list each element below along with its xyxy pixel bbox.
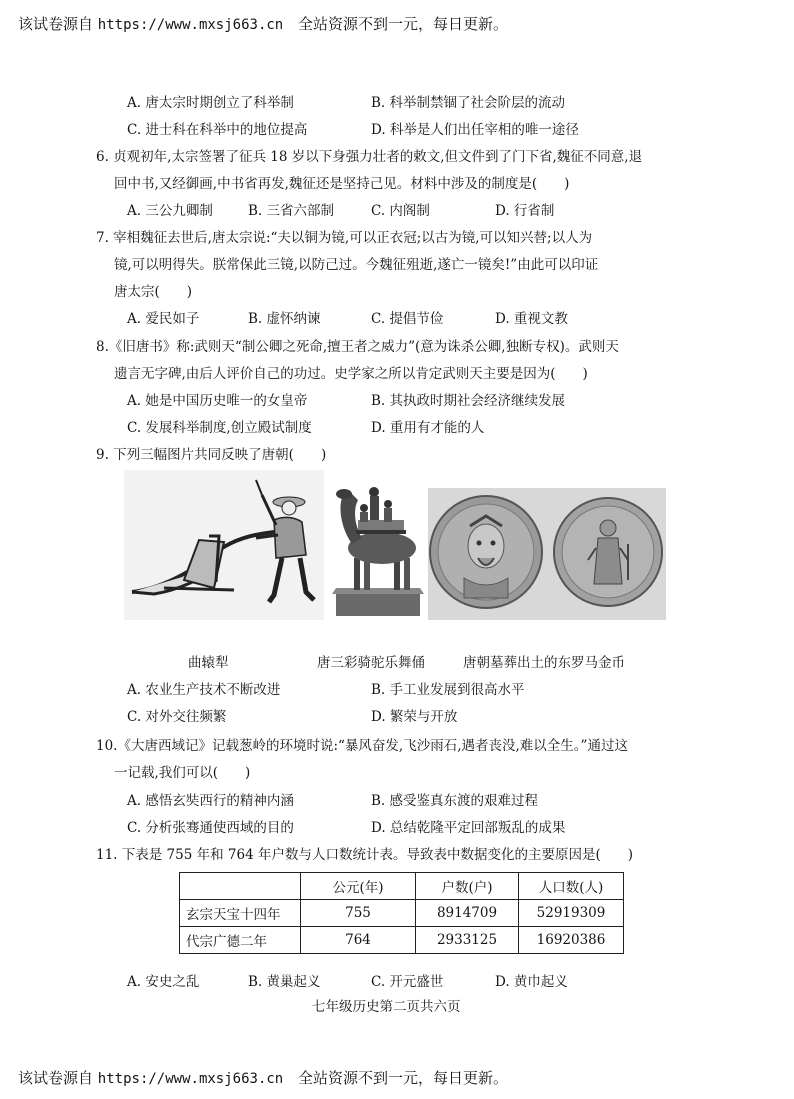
population-table: [179, 872, 624, 954]
q8-option-b: B. 其执政时期社会经济继续发展: [371, 393, 566, 409]
page-footer: 七年级历史第二页共六页: [312, 999, 461, 1015]
q10-option-a: A. 感悟玄奘西行的精神内涵: [127, 793, 294, 809]
q5-option-b: B. 科举制禁锢了社会阶层的流动: [371, 95, 566, 111]
table-cell: 代宗广德二年: [180, 927, 301, 954]
banner-link[interactable]: https://www.mxsj663.cn: [97, 17, 284, 33]
table-cell: 52919309: [519, 900, 624, 927]
q9-caption-camel: 唐三彩骑驼乐舞俑: [317, 655, 425, 671]
q10-option-b: B. 感受鉴真东渡的艰难过程: [371, 793, 539, 809]
q7-stem-line1: 7. 宰相魏征去世后,唐太宗说:“夫以铜为镜,可以正衣冠;以古为镜,可以知兴替;以人为: [96, 230, 593, 246]
table-cell: 764: [301, 927, 416, 954]
q6-option-b: B. 三省六部制: [248, 203, 335, 219]
table-header-row: [180, 873, 624, 900]
q9-caption-coins: 唐朝墓葬出土的东罗马金币: [463, 655, 625, 671]
q9-caption-plough: 曲辕犁: [188, 655, 229, 671]
banner-suffix: 全站资源不到一元，每日更新。: [298, 1069, 509, 1087]
banner-prefix: 该试卷源自: [18, 1069, 94, 1087]
q11-option-a: A. 安史之乱: [127, 974, 200, 990]
table-cell: 2933125: [416, 927, 519, 954]
q6-stem-line1: 6. 贞观初年,太宗签署了征兵 18 岁以下身强力壮者的敕文,但文件到了门下省,魏征不同意,退: [96, 149, 643, 165]
q6-option-c: C. 内阁制: [371, 203, 430, 219]
q8-stem-line1: 8.《旧唐书》称:武则天“制公卿之死命,擅王者之威力”(意为诛杀公卿,独断专权)。武则天: [96, 339, 619, 355]
top-banner: [18, 13, 508, 34]
q9-option-c: C. 对外交往频繁: [127, 709, 227, 725]
q10-option-c: C. 分析张骞通使西域的目的: [127, 820, 294, 836]
table-cell: 16920386: [519, 927, 624, 954]
table-cell: 玄宗天宝十四年: [180, 900, 301, 927]
quyuan-plough-figure: [124, 470, 324, 620]
table-header-cell: 户数(户): [416, 873, 519, 900]
q11-option-d: D. 黄巾起义: [495, 974, 568, 990]
banner-prefix: 该试卷源自: [18, 15, 94, 33]
q10-stem-line2: 一记载,我们可以( ): [114, 765, 251, 781]
table-cell: 8914709: [416, 900, 519, 927]
q8-option-d: D. 重用有才能的人: [371, 420, 485, 436]
q11-option-c: C. 开元盛世: [371, 974, 444, 990]
q9-option-d: D. 繁荣与开放: [371, 709, 458, 725]
q6-option-d: D. 行省制: [495, 203, 555, 219]
q7-option-c: C. 提倡节俭: [371, 311, 444, 327]
q7-option-d: D. 重视文教: [495, 311, 568, 327]
q5-option-d: D. 科举是人们出任宰相的唯一途径: [371, 122, 579, 138]
table-header-cell: [180, 873, 301, 900]
table-row: [180, 927, 624, 954]
q6-stem-line2: 回中书,又经御画,中书省再发,魏征还是坚持己见。材料中涉及的制度是( ): [114, 176, 570, 192]
banner-suffix: 全站资源不到一元，每日更新。: [298, 15, 509, 33]
q8-stem-line2: 遗言无字碑,由后人评价自己的功过。史学家之所以肯定武则天主要是因为( ): [114, 366, 588, 382]
q8-option-c: C. 发展科举制度,创立殿试制度: [127, 420, 312, 436]
q7-stem-line3: 唐太宗( ): [114, 284, 193, 300]
q10-stem-line1: 10.《大唐西域记》记载葱岭的环境时说:“暴风奋发,飞沙雨石,遇者丧没,难以全生。”通过这: [96, 738, 628, 754]
q7-stem-line2: 镜,可以明得失。朕常保此三镜,以防己过。今魏征殂逝,遂亡一镜矣!”由此可以印证: [114, 257, 599, 273]
table-header-cell: 公元(年): [301, 873, 416, 900]
q5-option-a: A. 唐太宗时期创立了科举制: [127, 95, 294, 111]
table-cell: 755: [301, 900, 416, 927]
table-header-cell: 人口数(人): [519, 873, 624, 900]
q6-option-a: A. 三公九卿制: [127, 203, 213, 219]
q9-stem: 9. 下列三幅图片共同反映了唐朝( ): [96, 447, 327, 463]
q11-option-b: B. 黄巢起义: [248, 974, 321, 990]
banner-link[interactable]: https://www.mxsj663.cn: [97, 1071, 284, 1087]
camel-figurine-figure: [328, 470, 424, 620]
q9-option-a: A. 农业生产技术不断改进: [127, 682, 281, 698]
q7-option-b: B. 虚怀纳谏: [248, 311, 321, 327]
q8-option-a: A. 她是中国历史唯一的女皇帝: [127, 393, 308, 409]
q9-option-b: B. 手工业发展到很高水平: [371, 682, 525, 698]
q11-stem: 11. 下表是 755 年和 764 年户数与人口数统计表。导致表中数据变化的主要原因是( ): [96, 847, 633, 863]
q7-option-a: A. 爱民如子: [127, 311, 200, 327]
bottom-banner: [18, 1067, 508, 1088]
byzantine-coins-figure: [428, 488, 666, 620]
q10-option-d: D. 总结乾隆平定回部叛乱的成果: [371, 820, 566, 836]
q5-option-c: C. 进士科在科举中的地位提高: [127, 122, 308, 138]
table-row: [180, 900, 624, 927]
